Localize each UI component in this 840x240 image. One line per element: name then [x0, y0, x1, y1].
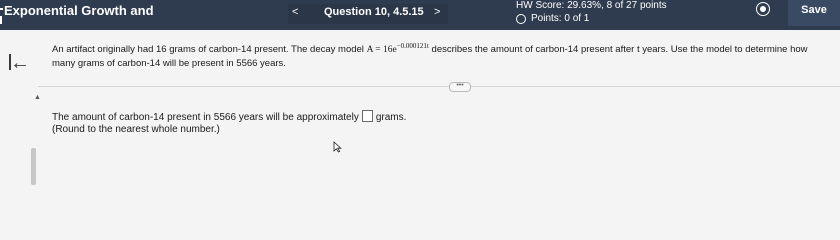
model-exponent: −0.000121t — [396, 42, 429, 50]
more-content-button[interactable]: ••• — [449, 82, 471, 92]
answer-input[interactable] — [362, 110, 373, 122]
title-dash — [0, 8, 3, 10]
answer-line — [52, 110, 406, 124]
section-divider — [38, 86, 840, 87]
save-button[interactable]: Save — [788, 0, 840, 26]
next-question-icon[interactable]: > — [434, 6, 441, 18]
top-bar — [0, 0, 840, 30]
scroll-up-icon[interactable]: ▲ — [34, 94, 41, 101]
title-tick — [0, 16, 2, 24]
previous-question-icon[interactable]: < — [292, 6, 299, 18]
hw-score: HW Score: 29.63%, 8 of 27 points — [516, 0, 667, 11]
decay-model — [366, 42, 429, 56]
scrollbar-thumb[interactable] — [31, 148, 36, 185]
rounding-instruction: (Round to the nearest whole number.) — [52, 124, 220, 135]
gear-icon[interactable] — [756, 2, 770, 16]
problem-text-before: An artifact originally had 16 grams of carbon-14 present. The decay model — [52, 44, 367, 56]
answer-suffix: grams. — [375, 112, 407, 123]
model-base: A = 16e — [366, 45, 397, 56]
points: Points: 0 of 1 — [531, 13, 590, 24]
back-arrow-icon[interactable]: ← — [10, 52, 30, 74]
points-circle-icon — [516, 14, 526, 24]
problem-statement — [52, 40, 832, 70]
mouse-pointer-icon — [333, 141, 342, 153]
problem-text-after: describes the amount of carbon-14 present after t years. Use the model to determine how many grams of carbon-14 will be present in 5566 years. — [52, 44, 808, 70]
answer-prefix: The amount of carbon-14 present in 5566 years will be approximately — [52, 112, 359, 123]
question-title: Question 10, 4.5.15 — [324, 6, 424, 18]
assignment-title: Exponential Growth and — [4, 3, 154, 18]
